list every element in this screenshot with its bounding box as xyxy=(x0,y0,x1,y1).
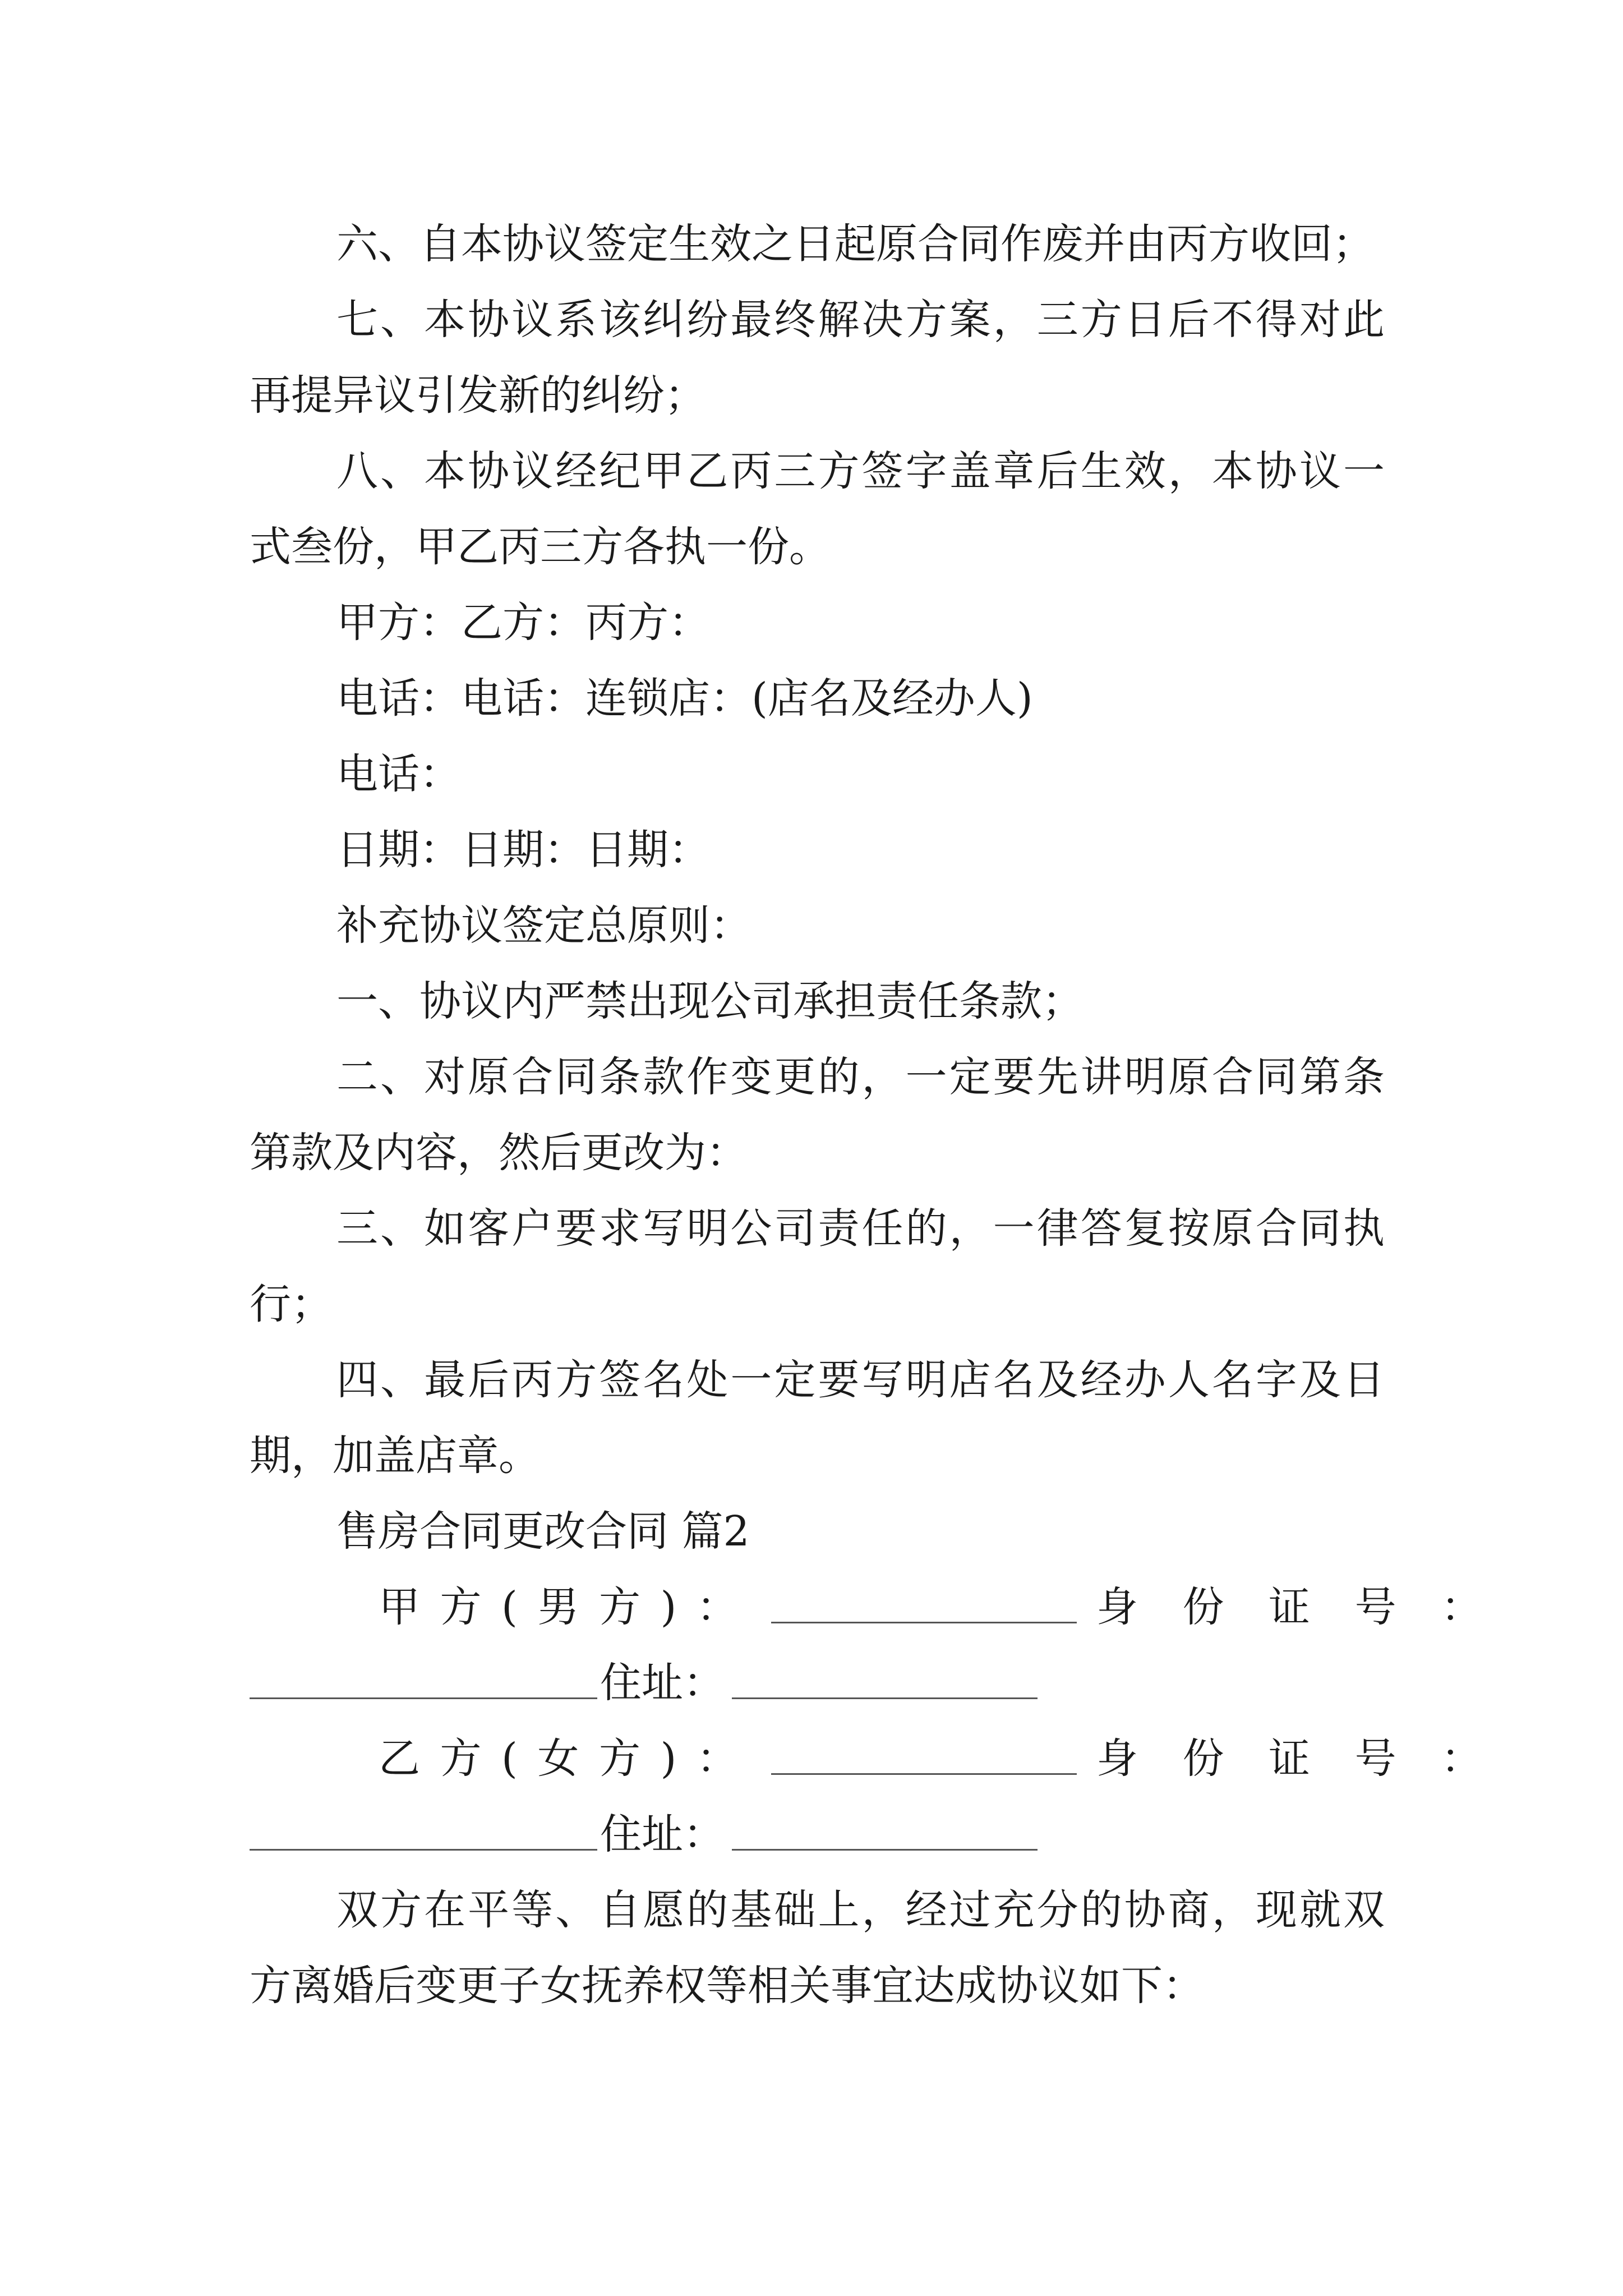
party-b-label: 乙 方 ( 女 方 ) ： xyxy=(379,1734,741,1783)
party-a-id-blank xyxy=(250,1655,597,1713)
clause-6: 六、自本协议签定生效之日起原合同作废并由丙方收回； xyxy=(336,220,1374,268)
party-b-address-label: 住址： xyxy=(600,1810,725,1858)
clause-8-line-2: 式叁份，甲乙丙三方各执一份。 xyxy=(250,523,831,571)
party-b-row-2 xyxy=(250,1806,1385,1862)
party-a-row-2 xyxy=(250,1655,1385,1711)
principle-4-line-1: 四、最后丙方签名处一定要写明店名及经办人名字及日 xyxy=(336,1356,1385,1404)
party-b-id-blank xyxy=(250,1806,597,1865)
party-a-address-label: 住址： xyxy=(600,1659,725,1707)
party-b-row-1 xyxy=(250,1731,1498,1787)
principle-2-line-2: 第款及内容，然后更改为： xyxy=(250,1129,748,1177)
principle-3-line-1: 三、如客户要求写明公司责任的，一律答复按原合同执 xyxy=(336,1204,1385,1253)
agreement-intro-line-1: 双方在平等、自愿的基础上，经过充分的协商，现就双 xyxy=(336,1886,1385,1934)
signature-parties: 甲方：乙方：丙方： xyxy=(336,599,710,647)
party-a-address-blank xyxy=(732,1655,1038,1713)
party-b-id-label: 身 份 证 号 ： xyxy=(1096,1734,1498,1783)
signature-phones: 电话：电话：连锁店：(店名及经办人) xyxy=(336,674,1033,723)
party-a-id-label: 身 份 证 号 ： xyxy=(1096,1583,1498,1631)
clause-7-line-1: 七、本协议系该纠纷最终解决方案，三方日后不得对此 xyxy=(336,296,1385,344)
principle-4-line-2: 期，加盖店章。 xyxy=(250,1432,540,1480)
party-b-address-blank xyxy=(732,1806,1038,1865)
signature-dates: 日期：日期：日期： xyxy=(336,826,710,874)
section-heading: 售房合同更改合同 篇2 xyxy=(336,1507,750,1556)
principle-2-line-1: 二、对原合同条款作变更的，一定要先讲明原合同第条 xyxy=(336,1053,1385,1101)
clause-8-line-1: 八、本协议经纪甲乙丙三方签字盖章后生效，本协议一 xyxy=(336,447,1385,495)
party-a-row-1 xyxy=(250,1579,1498,1635)
agreement-intro-line-2: 方离婚后变更子女抚养权等相关事宜达成协议如下： xyxy=(250,1962,1204,2010)
principle-3-line-2: 行； xyxy=(250,1280,333,1328)
clause-7-line-2: 再提异议引发新的纠纷； xyxy=(250,371,706,420)
party-b-name-blank xyxy=(771,1731,1077,1789)
party-a-name-blank xyxy=(771,1579,1077,1637)
signature-phone-extra: 电话： xyxy=(336,750,461,798)
principles-heading: 补充协议签定总原则： xyxy=(336,901,751,950)
party-a-label: 甲 方 ( 男 方 ) ： xyxy=(379,1583,741,1631)
principle-1: 一、协议内严禁出现公司承担责任条款； xyxy=(336,977,1083,1025)
